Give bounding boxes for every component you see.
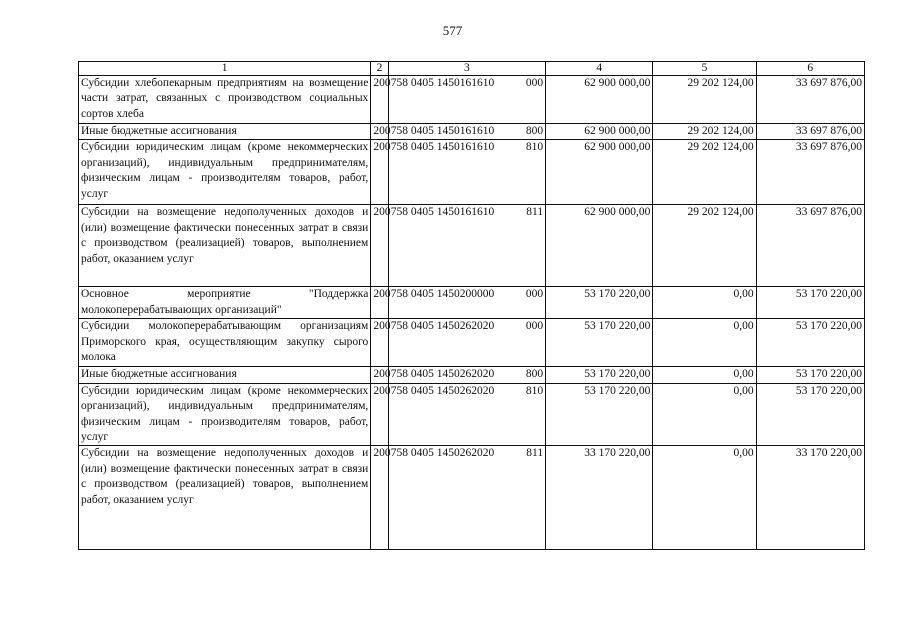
- row-amount-col5: 0,00: [653, 383, 756, 446]
- code-wrap: [391, 446, 543, 461]
- classification-code: 758 0405 1450161610: [390, 125, 495, 137]
- row-amount-col4: 53 170 220,00: [546, 383, 653, 446]
- classification-code: 758 0405 1450161610: [390, 206, 495, 219]
- row-col2-cell: 200: [371, 367, 388, 383]
- expense-type-code: 800: [525, 125, 544, 137]
- code-wrap: [391, 76, 543, 91]
- code-wrap: [391, 124, 543, 139]
- budget-table: [78, 61, 865, 550]
- classification-code: 758 0405 1450262020: [390, 368, 495, 381]
- table-row: [79, 205, 865, 287]
- classification-code: 758 0405 1450262020: [390, 320, 495, 333]
- row-amount-col6: 33 170 220,00: [756, 446, 864, 550]
- table-row: [79, 76, 865, 124]
- row-amount-col5: 0,00: [653, 287, 756, 319]
- header-cell: 4: [546, 62, 653, 76]
- expense-type-code: 810: [525, 141, 544, 154]
- table-row: [79, 124, 865, 140]
- row-code-cell: [388, 383, 545, 446]
- row-col2-cell: 200: [371, 140, 388, 205]
- code-wrap: [391, 384, 543, 399]
- row-amount-col6: 33 697 876,00: [756, 124, 864, 140]
- row-amount-col4: 33 170 220,00: [546, 446, 653, 550]
- row-amount-col4: 53 170 220,00: [546, 287, 653, 319]
- row-col2-cell: 200: [371, 446, 388, 550]
- row-amount-col4: 53 170 220,00: [546, 367, 653, 383]
- table-row: [79, 319, 865, 367]
- row-amount-col6: 53 170 220,00: [756, 383, 864, 446]
- header-cell: 5: [653, 62, 756, 76]
- expense-type-code: 800: [525, 368, 544, 381]
- row-amount-col6: 53 170 220,00: [756, 319, 864, 367]
- classification-code: 758 0405 1450161610: [390, 141, 495, 154]
- header-cell: 1: [79, 62, 371, 76]
- table-row: [79, 287, 865, 319]
- code-wrap: [391, 319, 543, 334]
- expense-type-code: 811: [526, 206, 544, 219]
- row-amount-col6: 33 697 876,00: [756, 140, 864, 205]
- classification-code: 758 0405 1450161610: [390, 77, 495, 89]
- classification-code: 758 0405 1450262020: [390, 384, 495, 397]
- row-code-cell: [388, 367, 545, 383]
- row-col2-cell: 200: [371, 124, 388, 140]
- code-wrap: [391, 140, 543, 155]
- expense-type-code: 811: [526, 447, 544, 460]
- row-col2-cell: 200: [371, 76, 388, 124]
- row-code-cell: [388, 124, 545, 140]
- row-code-cell: [388, 140, 545, 205]
- row-amount-col5: 29 202 124,00: [653, 205, 756, 287]
- code-wrap: [391, 367, 543, 382]
- row-amount-col6: 33 697 876,00: [756, 76, 864, 124]
- row-code-cell: [388, 319, 545, 367]
- classification-code: 758 0405 1450200000: [390, 288, 495, 301]
- expense-type-code: 000: [525, 288, 544, 301]
- row-name-cell: Субсидии юридическим лицам (кроме некоммерческих организаций), индивидуальным предпринимателям, физическим лицам - производителям товаров, работ, услуг: [79, 140, 371, 205]
- table-row: [79, 383, 865, 446]
- row-amount-col5: 0,00: [653, 367, 756, 383]
- header-cell: 6: [756, 62, 864, 76]
- table-row: [79, 446, 865, 550]
- table-row: [79, 140, 865, 205]
- row-col2-cell: 200: [371, 383, 388, 446]
- expense-type-code: 810: [525, 384, 544, 397]
- table-header-row: [79, 62, 865, 76]
- row-code-cell: [388, 287, 545, 319]
- row-name-cell: Субсидии молокоперерабатывающим организациям Приморского края, осуществляющим закупку сырого молока: [79, 319, 371, 367]
- row-amount-col5: 0,00: [653, 319, 756, 367]
- row-code-cell: [388, 205, 545, 287]
- row-name-cell: Субсидии на возмещение недополученных доходов и (или) возмещение фактически понесенных затрат в связи с производством (реализацией) товаров, выполнением работ, оказанием услуг: [79, 446, 371, 550]
- page-number: 577: [442, 23, 463, 38]
- row-col2-cell: 200: [371, 287, 388, 319]
- row-col2-cell: 200: [371, 205, 388, 287]
- header-cell: 3: [388, 62, 545, 76]
- table-row: [79, 367, 865, 383]
- code-wrap: [391, 287, 543, 302]
- expense-type-code: 000: [525, 320, 544, 333]
- row-name-cell: Субсидии юридическим лицам (кроме некоммерческих организаций), индивидуальным предпринимателям, физическим лицам - производителям товаров, работ, услуг: [79, 383, 371, 446]
- row-amount-col4: 53 170 220,00: [546, 319, 653, 367]
- row-amount-col4: 62 900 000,00: [546, 205, 653, 287]
- row-name-cell: Основное мероприятие "Поддержка молокоперерабатывающих организаций": [79, 287, 371, 319]
- classification-code: 758 0405 1450262020: [390, 447, 495, 460]
- header-cell: 2: [371, 62, 388, 76]
- expense-type-code: 000: [525, 77, 544, 89]
- row-amount-col5: 29 202 124,00: [653, 76, 756, 124]
- row-amount-col4: 62 900 000,00: [546, 76, 653, 124]
- row-name-cell: Иные бюджетные ассигнования: [79, 367, 371, 383]
- row-amount-col6: 33 697 876,00: [756, 205, 864, 287]
- row-amount-col5: 29 202 124,00: [653, 124, 756, 140]
- row-amount-col4: 62 900 000,00: [546, 124, 653, 140]
- row-name-cell: Субсидии хлебопекарным предприятиям на возмещение части затрат, связанных с производством социальных сортов хлеба: [79, 76, 371, 124]
- row-amount-col5: 29 202 124,00: [653, 140, 756, 205]
- row-amount-col6: 53 170 220,00: [756, 367, 864, 383]
- row-name-cell: Субсидии на возмещение недополученных доходов и (или) возмещение фактически понесенных затрат в связи с производством (реализацией) товаров, выполнением работ, оказанием услуг: [79, 205, 371, 287]
- row-amount-col5: 0,00: [653, 446, 756, 550]
- row-code-cell: [388, 76, 545, 124]
- code-wrap: [391, 205, 543, 220]
- row-code-cell: [388, 446, 545, 550]
- row-col2-cell: 200: [371, 319, 388, 367]
- row-amount-col4: 62 900 000,00: [546, 140, 653, 205]
- row-amount-col6: 53 170 220,00: [756, 287, 864, 319]
- row-name-cell: Иные бюджетные ассигнования: [79, 124, 371, 140]
